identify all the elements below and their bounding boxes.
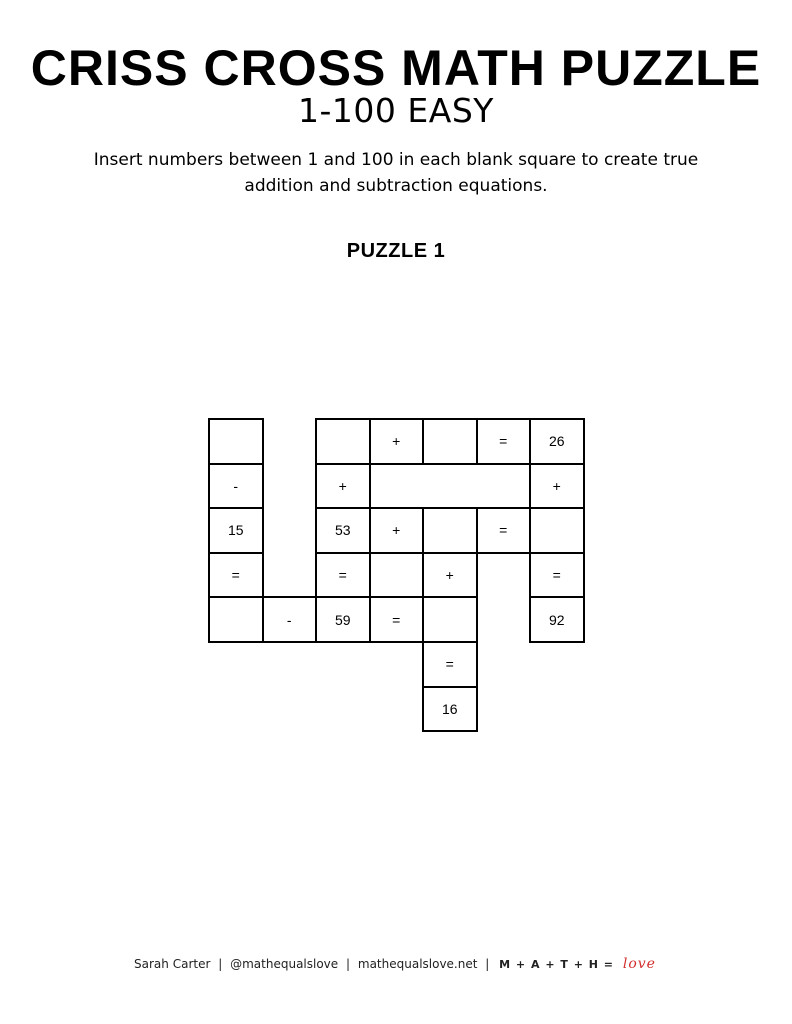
operator-cell [476,507,532,554]
cell-value: + [338,477,347,494]
cell-value: 59 [334,611,351,628]
number-cell [529,596,585,643]
footer-separator: | [346,957,351,971]
cell-value: 16 [441,700,458,717]
blank-cell[interactable] [369,463,532,510]
operator-cell [208,463,264,510]
cell-value: + [392,522,401,539]
page-title: CRISS CROSS MATH PUZZLE [30,40,762,96]
blank-cell[interactable] [529,507,585,554]
operator-cell [529,552,585,599]
instructions-line-1: Insert numbers between 1 and 100 in each blank square to create true [93,150,699,170]
operator-cell [262,596,318,643]
cell-value: = [392,611,401,628]
instructions-line-2: addition and subtraction equations. [244,176,548,196]
cell-value: = [445,656,454,673]
cell-value: + [392,433,401,450]
cell-value: = [231,567,240,584]
cell-value: = [552,567,561,584]
number-cell [315,596,371,643]
instructions [0,147,792,199]
footer [0,956,792,972]
cell-value: - [286,611,292,628]
brand-logo [497,958,658,971]
operator-cell [422,552,478,599]
cell-value: - [233,477,239,494]
blank-cell[interactable] [208,418,264,465]
cell-value: = [499,522,508,539]
operator-cell [208,552,264,599]
operator-cell [422,641,478,688]
footer-website: mathequalslove.net [357,957,478,971]
operator-cell [476,418,532,465]
blank-cell[interactable] [369,552,425,599]
blank-cell[interactable] [208,596,264,643]
footer-separator: | [485,957,490,971]
footer-separator: | [218,957,223,971]
blank-cell[interactable] [315,418,371,465]
cell-value: 92 [548,611,565,628]
blank-cell[interactable] [422,596,478,643]
operator-cell [369,418,425,465]
operator-cell [529,463,585,510]
operator-cell [315,463,371,510]
number-cell [208,507,264,554]
puzzle-title: PUZZLE 1 [346,240,446,262]
cell-value: 26 [548,433,565,450]
number-cell [315,507,371,554]
number-cell [529,418,585,465]
blank-cell[interactable] [422,418,478,465]
cell-value: + [445,567,454,584]
number-cell [422,686,478,733]
blank-cell[interactable] [422,507,478,554]
operator-cell [369,507,425,554]
footer-author: Sarah Carter [134,957,211,971]
operator-cell [315,552,371,599]
operator-cell [369,596,425,643]
cell-value: 15 [227,522,244,539]
cell-value: = [499,433,508,450]
logo-text: M + A + T + H = [499,958,614,971]
logo-love: love [622,956,656,972]
footer-handle: @mathequalslove [230,957,339,971]
page-subtitle: 1-100 EASY [298,91,494,130]
cell-value: = [338,567,347,584]
cell-value: 53 [334,522,351,539]
cell-value: + [552,477,561,494]
